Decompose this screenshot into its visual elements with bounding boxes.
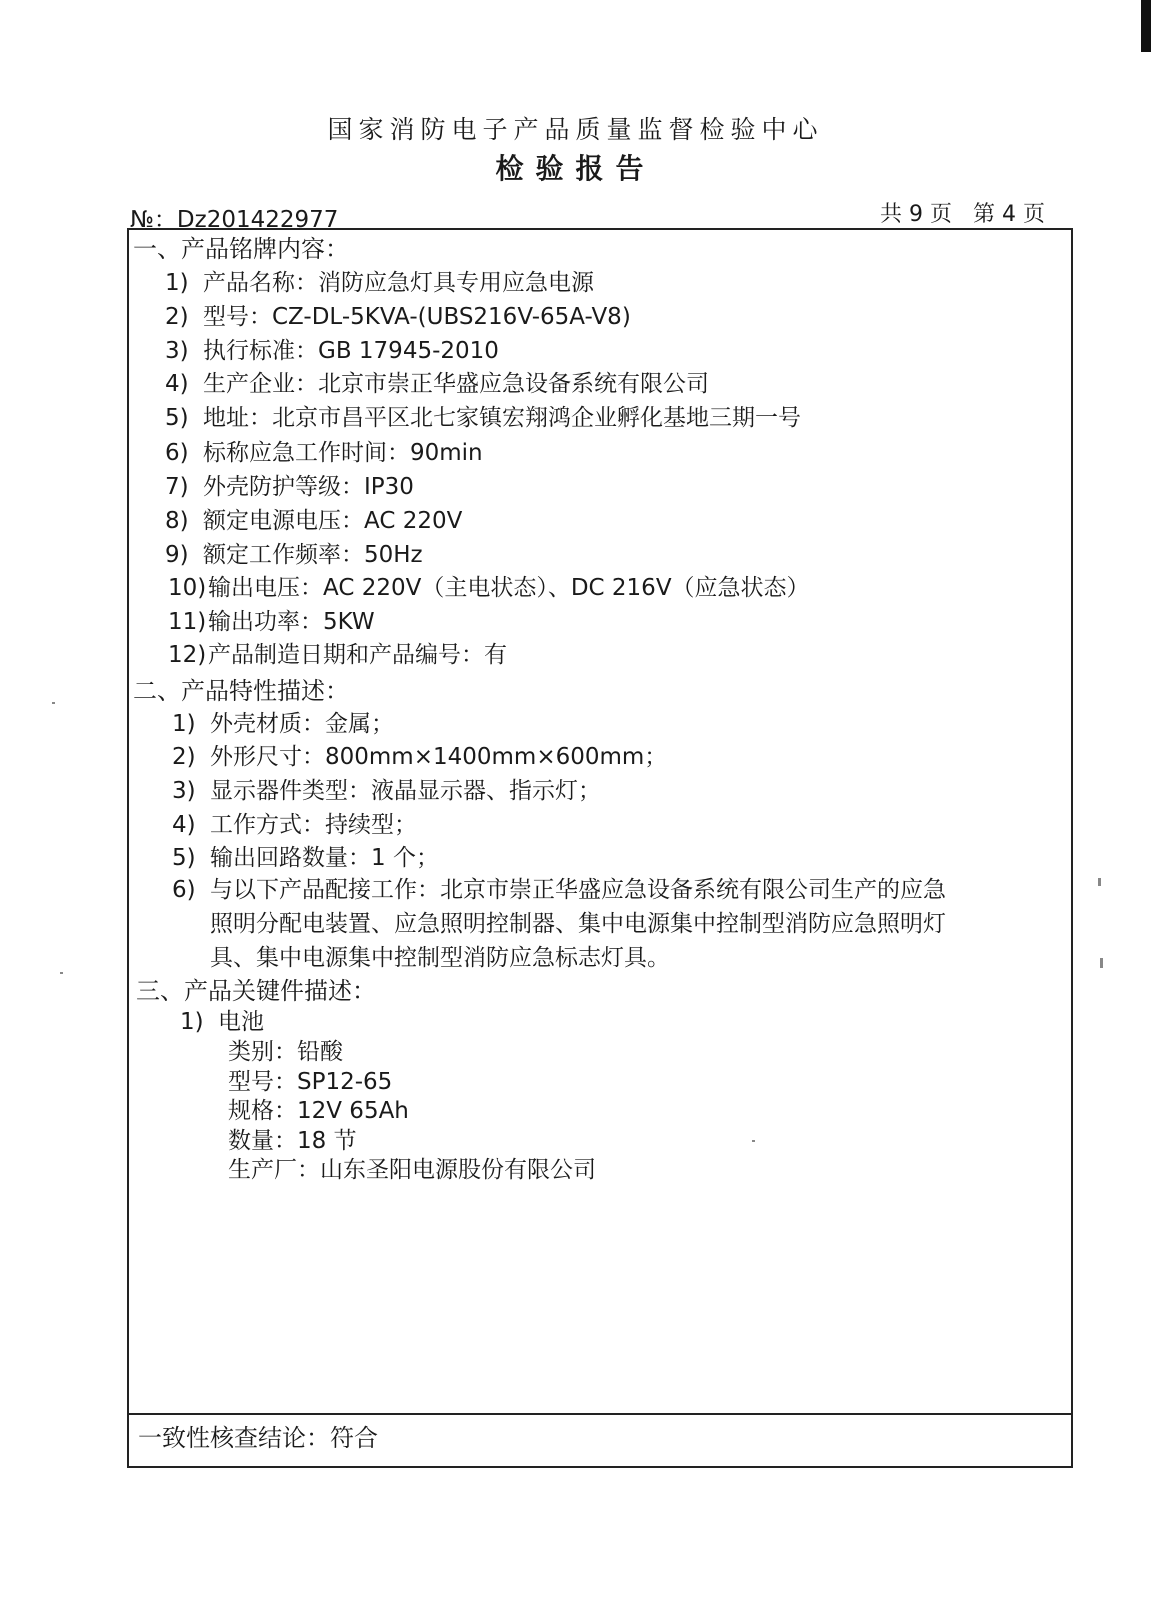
issuing-organization: 国家消防电子产品质量监督检验中心 bbox=[327, 115, 824, 144]
battery-detail: 规格：12V 65Ah bbox=[228, 1098, 409, 1124]
section1-item: 4) 生产企业：北京市崇正华盛应急设备系统有限公司 bbox=[165, 371, 709, 397]
scan-speck bbox=[1098, 878, 1101, 886]
section3-item: 1) 电池 bbox=[180, 1009, 264, 1035]
section2-item: 1) 外壳材质：金属； bbox=[172, 711, 394, 737]
section1-heading: 一、产品铭牌内容： bbox=[133, 235, 349, 263]
section1-item: 8) 额定电源电压：AC 220V bbox=[165, 508, 463, 534]
page-info: 共 9 页 第 4 页 bbox=[880, 202, 1045, 227]
battery-detail: 类别：铅酸 bbox=[228, 1039, 343, 1065]
section2-item: 3) 显示器件类型：液晶显示器、指示灯； bbox=[172, 778, 601, 804]
section1-item: 9) 额定工作频率：50Hz bbox=[165, 542, 423, 568]
report-title: 检验报告 bbox=[495, 152, 656, 185]
battery-detail: 数量：18 节 bbox=[228, 1128, 357, 1154]
scan-edge-mark bbox=[1141, 0, 1151, 52]
section1-item: 3) 执行标准：GB 17945-2010 bbox=[165, 338, 499, 364]
section1-item: 12)产品制造日期和产品编号：有 bbox=[168, 642, 507, 668]
section1-item: 7) 外壳防护等级：IP30 bbox=[165, 474, 414, 500]
scan-speck bbox=[52, 702, 55, 704]
battery-detail: 生产厂：山东圣阳电源股份有限公司 bbox=[228, 1157, 596, 1183]
section1-item: 2) 型号：CZ-DL-5KVA-(UBS216V-65A-V8) bbox=[165, 304, 631, 330]
section2-item: 5) 输出回路数量：1 个； bbox=[172, 845, 439, 871]
section2-item: 6) 与以下产品配接工作：北京市崇正华盛应急设备系统有限公司生产的应急 bbox=[172, 877, 946, 903]
section1-item: 5) 地址：北京市昌平区北七家镇宏翔鸿企业孵化基地三期一号 bbox=[165, 405, 801, 431]
section1-item: 11)输出功率：5KW bbox=[168, 609, 375, 635]
conclusion-divider bbox=[129, 1413, 1071, 1415]
section1-item: 1) 产品名称：消防应急灯具专用应急电源 bbox=[165, 270, 594, 296]
section2-heading: 二、产品特性描述： bbox=[133, 677, 349, 705]
scan-speck bbox=[1100, 958, 1103, 968]
scan-speck bbox=[60, 972, 63, 974]
battery-detail: 型号：SP12-65 bbox=[228, 1069, 393, 1095]
conformity-conclusion: 一致性核查结论：符合 bbox=[138, 1424, 378, 1452]
section1-item: 6) 标称应急工作时间：90min bbox=[165, 440, 483, 466]
section3-heading: 三、产品关键件描述： bbox=[136, 977, 376, 1005]
section2-item: 2) 外形尺寸：800mm×1400mm×600mm； bbox=[172, 744, 668, 770]
section2-item: 4) 工作方式：持续型； bbox=[172, 812, 417, 838]
section2-item6-continued: 具、集中电源集中控制型消防应急标志灯具。 bbox=[210, 945, 670, 971]
report-number: №：Dz201422977 bbox=[130, 207, 339, 233]
section2-item6-continued: 照明分配电装置、应急照明控制器、集中电源集中控制型消防应急照明灯 bbox=[210, 911, 946, 937]
section1-item: 10)输出电压：AC 220V（主电状态）、DC 216V（应急状态） bbox=[168, 575, 810, 601]
